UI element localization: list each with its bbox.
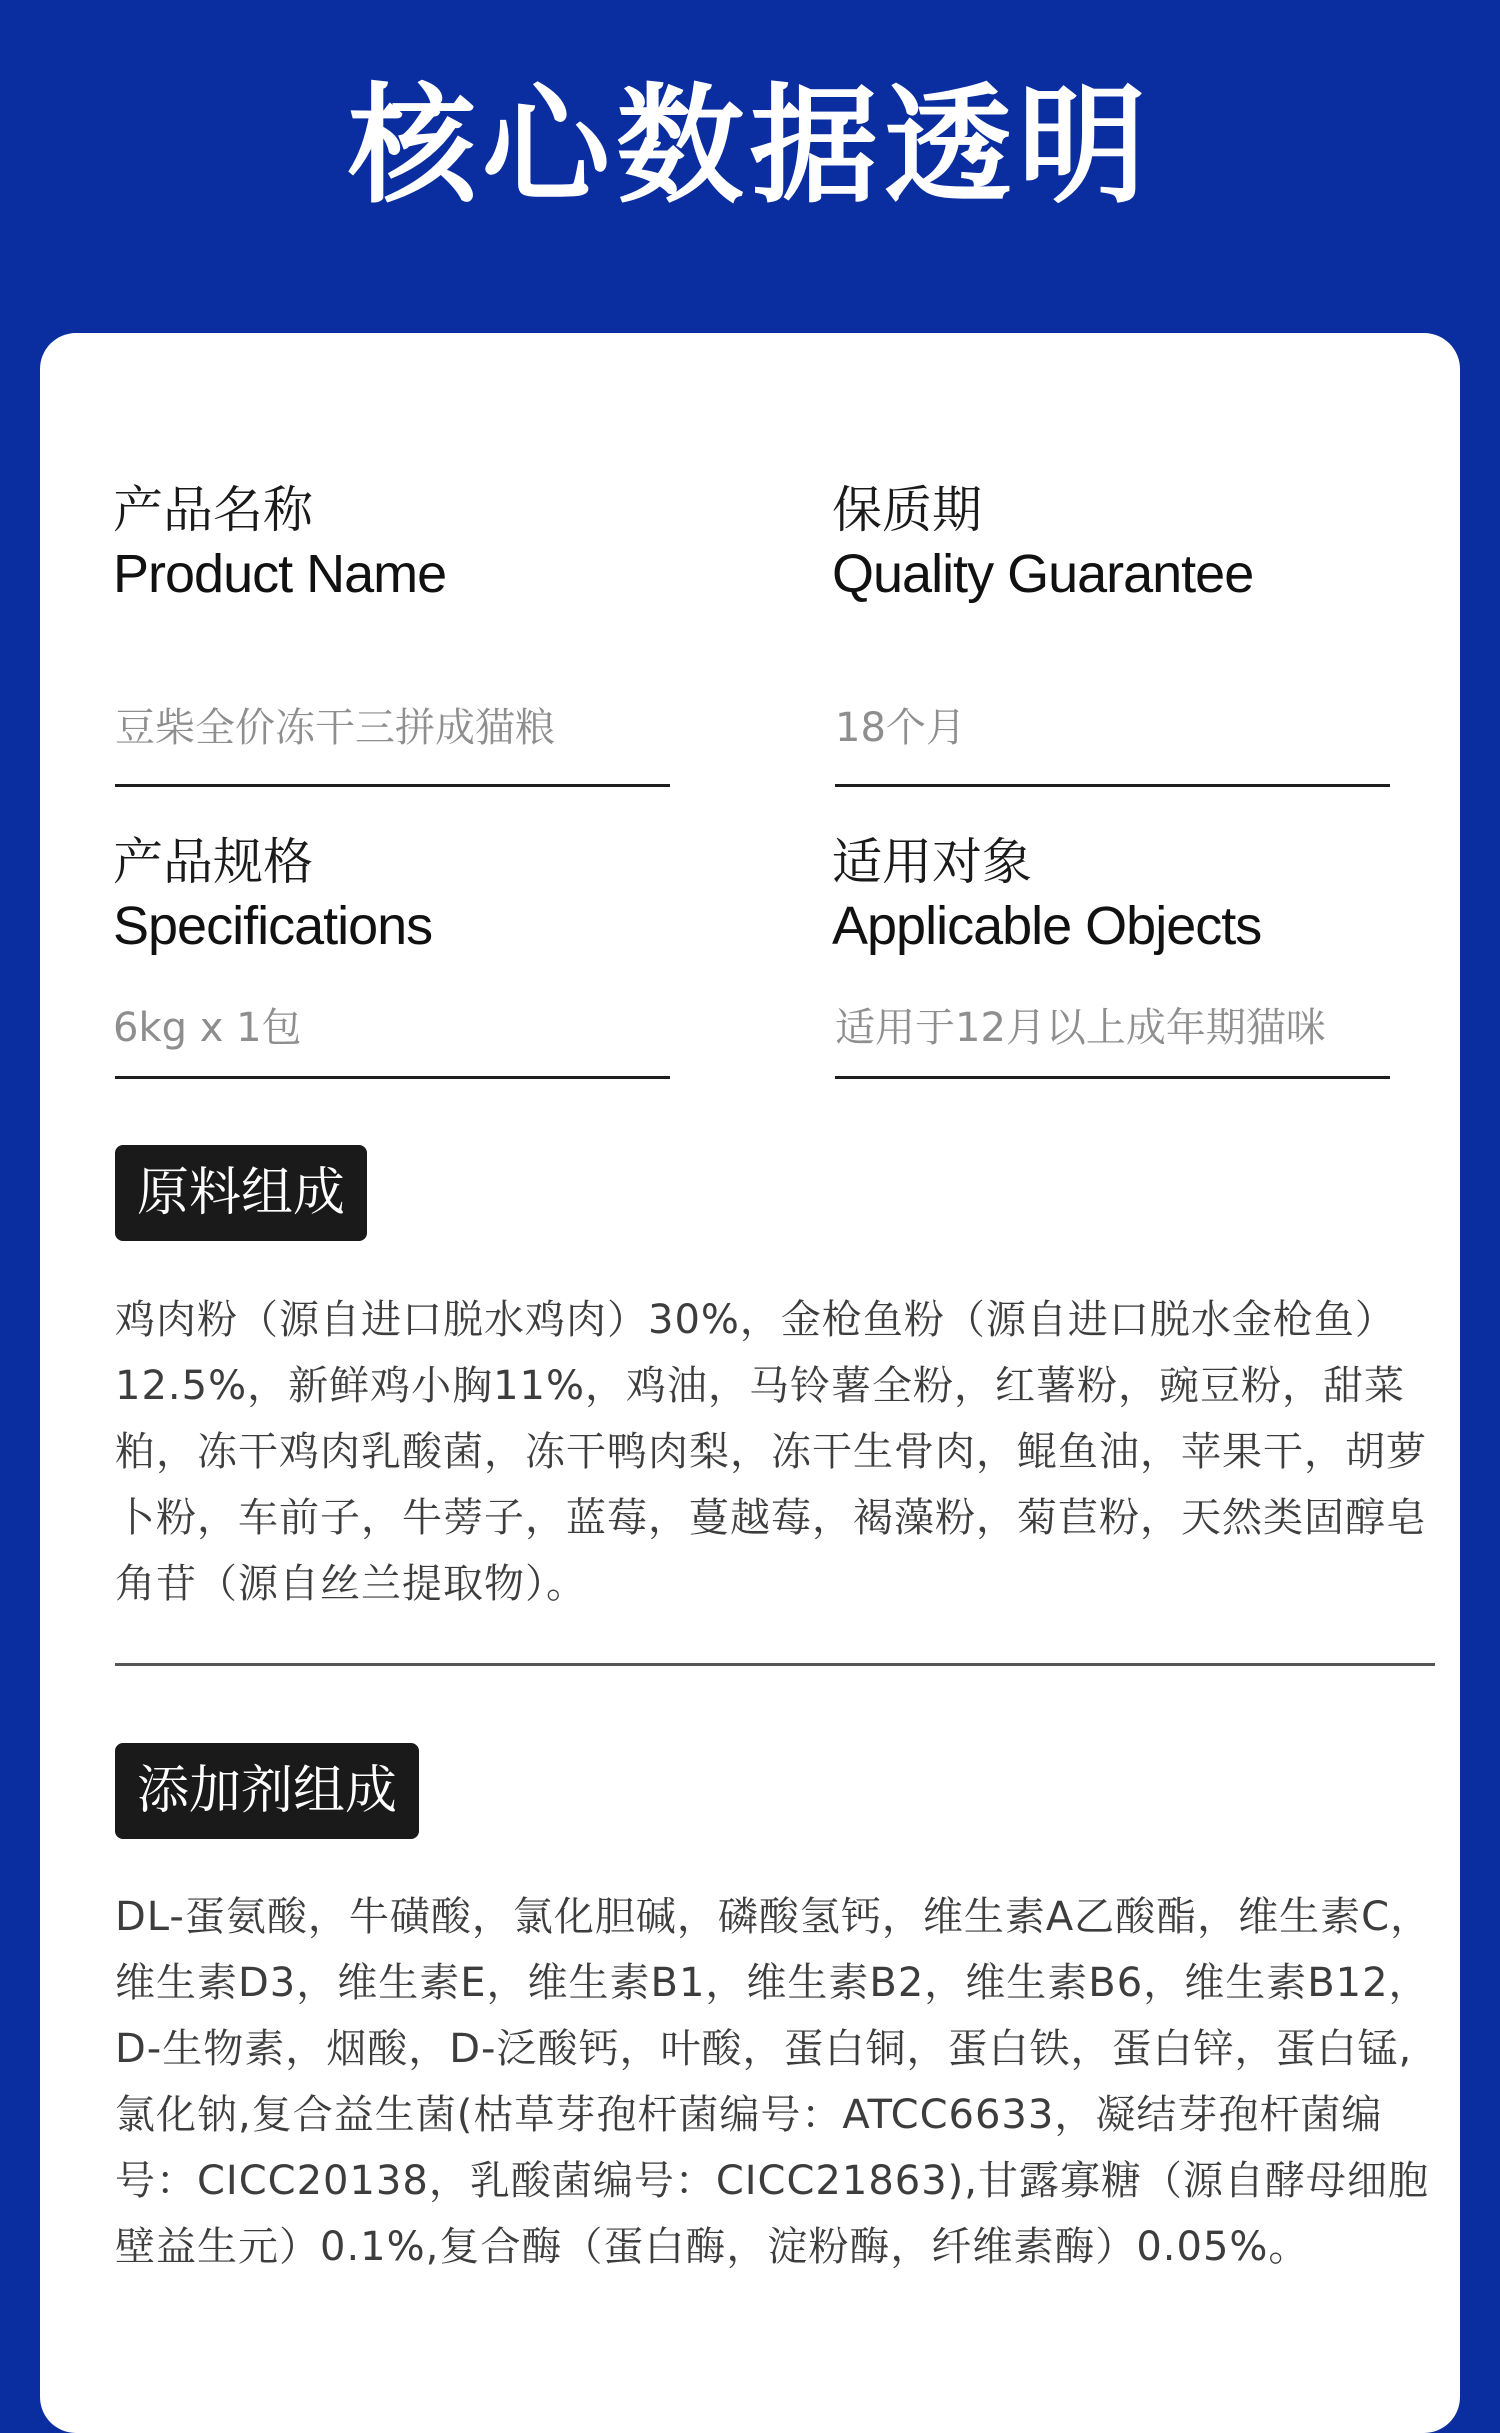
quality-guarantee-label-en: Quality Guarantee xyxy=(832,544,1254,604)
section-divider xyxy=(115,1663,1435,1666)
quality-guarantee-label-cn: 保质期 xyxy=(832,481,982,539)
specifications-label-cn: 产品规格 xyxy=(113,833,313,891)
specifications-label xyxy=(113,830,432,958)
product-name-label xyxy=(113,478,446,606)
applicable-objects-underline xyxy=(835,1076,1390,1079)
quality-guarantee-underline xyxy=(835,784,1390,787)
specifications-underline xyxy=(115,1076,670,1079)
applicable-objects-value: 适用于12月以上成年期猫咪 xyxy=(835,1005,1326,1051)
applicable-objects-label-en: Applicable Objects xyxy=(832,896,1262,956)
info-card xyxy=(40,333,1460,2433)
product-name-value: 豆柴全价冻干三拼成猫粮 xyxy=(115,705,555,751)
ingredients-text: 鸡肉粉（源自进口脱水鸡肉）30%，金枪鱼粉（源自进口脱水金枪鱼）12.5%，新鲜鸡小胸11%，鸡油，马铃薯全粉，红薯粉，豌豆粉，甜菜粕，冻干鸡肉乳酸菌，冻干鸭肉梨，冻干生骨肉，鲲鱼油，苹果干，胡萝卜粉，车前子，牛蒡子，蓝莓，蔓越莓，褐藻粉，菊苣粉，天然类固醇皂角苷（源自丝兰提取物）。 xyxy=(115,1297,1427,1607)
additives-text: DL-蛋氨酸，牛磺酸，氯化胆碱，磷酸氢钙，维生素A乙酸酯，维生素C，维生素D3，维生素E，维生素B1，维生素B2，维生素B6，维生素B12，D-生物素，烟酸，D-泛酸钙，叶酸，蛋白铜，蛋白铁，蛋白锌，蛋白锰,氯化钠,复合益生菌(枯草芽孢杆菌编号：ATCC6633，凝结芽孢杆菌编号：CICC20138，乳酸菌编号：CICC21863),甘露寡糖（源自酵母细胞壁益生元）0.1%,复合酶（蛋白酶，淀粉酶，纤维素酶）0.05%。 xyxy=(115,1894,1432,2270)
product-name-label-en: Product Name xyxy=(113,544,447,604)
product-name-label-cn: 产品名称 xyxy=(113,481,313,539)
product-name-underline xyxy=(115,784,670,787)
specifications-value: 6kg x 1包 xyxy=(113,1005,302,1051)
specifications-label-en: Specifications xyxy=(113,896,433,956)
page-title: 核心数据透明 xyxy=(347,72,1152,221)
applicable-objects-label-cn: 适用对象 xyxy=(832,833,1032,891)
applicable-objects-label xyxy=(832,830,1261,958)
additives-tag: 添加剂组成 xyxy=(115,1743,419,1839)
ingredients-tag: 原料组成 xyxy=(115,1145,367,1241)
quality-guarantee-label xyxy=(832,478,1253,606)
quality-guarantee-value: 18个月 xyxy=(835,705,966,751)
